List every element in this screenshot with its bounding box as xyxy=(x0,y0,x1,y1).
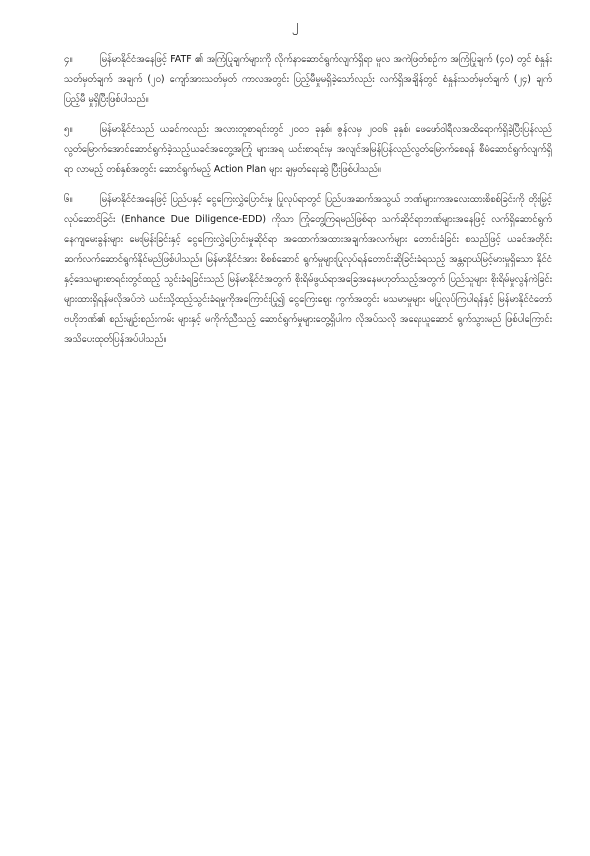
paragraph-number: ၆။ xyxy=(64,194,73,205)
paragraph-number: ၅။ xyxy=(64,124,73,135)
paragraph-text: မြန်မာနိုင်ငံအနေဖြင့် FATF ၏ အကြံပြုချက်များကို လိုက်နာဆောင်ရွက်လျက်ရှိရာ မူလ အကဲဖြတ်စဉ်က အကြံပြုချက် (၄၀) တွင် စံနှုန်းသတ်မှတ်ချက် အချက် (၂၀) ကျော်အားသတ်မှတ် ကာလအတွင်း ပြည့်မီမှုမရှိခဲ့သော်လည်း လက်ရှိအချိန်တွင် စံနှုန်းသတ်မှတ်ချက် (၂၄) ချက်ပြည့်မီ မှုရှိပြီးဖြစ်ပါသည်။ xyxy=(64,54,552,105)
page-number: ၂ xyxy=(291,18,299,33)
paragraph-5 xyxy=(64,120,552,180)
paragraph-4 xyxy=(64,50,552,110)
document-body xyxy=(64,50,552,360)
paragraph-6 xyxy=(64,190,552,350)
paragraph-number: ၄။ xyxy=(64,54,73,65)
paragraph-text: မြန်မာနိုင်ငံသည် ယခင်ကလည်း အလားတူစာရင်းတွင် ၂၀၀၁ ခုနှစ်၊ ဇွန်လမှ ၂၀၀၆ ခုနှစ်၊ ဖေဖော်ဝါရီလအထိရောက်ရှိခဲ့ပြီးပြန်လည်လွတ်မြောက်အောင်ဆောင်ရွက်ခဲ့သည့်ယခင်အတွေ့အကြုံ များအရ ယင်းစာရင်းမှ အလျင်အမြန်ပြန်လည်လွတ်မြောက်စေရန် စီမံဆောင်ရွက်လျက်ရှိရာ လာမည့် တစ်နှစ်အတွင်း ဆောင်ရွက်မည့် Action Plan များ ချမှတ်ရေးဆွဲ ပြီးဖြစ်ပါသည်။ xyxy=(64,124,552,175)
paragraph-text: မြန်မာနိုင်ငံအနေဖြင့် ပြည်ပနှင့် ငွေကြေးလွှဲပြောင်းမှု ပြုလုပ်ရာတွင် ပြည်ပအဆက်အသွယ် ဘဏ်များကအလေးထားစိစစ်ခြင်းကို တိုးမြှင့်လုပ်ဆောင်ခြင်း (Enhance Due Diligence-EDD) ကိုသာ ကြုံတွေ့ကြရမည်ဖြစ်ရာ သက်ဆိုင်ရာဘဏ်များအနေဖြင့် လက်ရှိဆောင်ရွက်နေကျမေးခွန်းများ မေးမြန်းခြင်းနှင့် ငွေကြေးလွှဲပြောင်းမှုဆိုင်ရာ အထောက်အထားအချက်အလက်များ တောင်းခံခြင်း စသည်ဖြင့် ယခင်အတိုင်း ဆက်လက်ဆောင်ရွက်နိုင်မည်ဖြစ်ပါသည်။ မြန်မာနိုင်ငံအား စိစစ်ဆောင် ရွက်မှုများပြုလုပ်ရန်တောင်းဆိုခြင်းခံရသည့် အန္တရာယ်မြင့်မားမှုရှိသော နိုင်ငံနှင့်ဒေသများစာရင်းတွင်ထည့် သွင်းခံရခြင်းသည် မြန်မာနိုင်ငံအတွက် စိုးရိမ်ဖွယ်ရာအခြေအနေမဟုတ်သည့်အတွက် ပြည်သူများ စိုးရိမ်မှုလွန်ကဲခြင်းများထားရှိရန်မလိုအပ်ဘဲ ယင်းသို့ထည့်သွင်းခံရမှုကိုအကြောင်းပြု၍ ငွေကြေးဈေး ကွက်အတွင်း မသမာမှုများ မပြုလုပ်ကြပါရန်နှင့် မြန်မာနိုင်ငံတော်ဗဟိုဘဏ်၏ စည်းမျဉ်းစည်းကမ်း များနှင့် မကိုက်ညီသည့် ဆောင်ရွက်မှုများတွေ့ရှိပါက လိုအပ်သလို အရေးယူဆောင် ရွက်သွားမည် ဖြစ်ပါကြောင်း အသိပေးထုတ်ပြန်အပ်ပါသည်။ xyxy=(64,194,552,345)
